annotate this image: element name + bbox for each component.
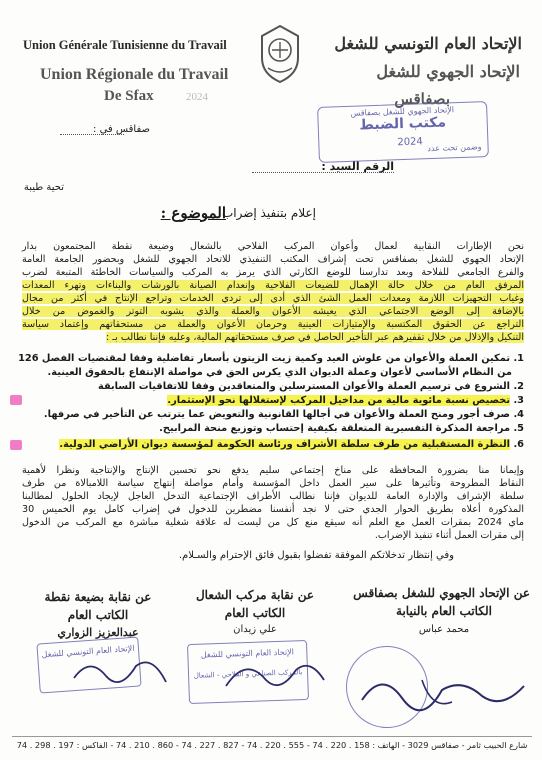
- highlighted-text: التنكيل والإذلال من خلال تقفيرهم عبر التأخير الحاصل في صرف مستحقاتهم المالية، وعليه فإننا نطالب بـ :: [106, 332, 524, 343]
- union-stamp-left: الإتحاد العام التونسي للشغل: [36, 637, 141, 694]
- demand-item-3: 3. تخصيص نسبة مائوية مالية من مداخيل المركب لإستغلالها نحو الإستثمار.: [167, 395, 524, 406]
- pink-marker: [10, 440, 22, 450]
- paragraph1-line: [22, 331, 524, 344]
- closing-line: وفي إنتظار تدخلاتكم الموفقة تفضلوا بقبول فائق الإحترام والسـلام.: [178, 550, 454, 561]
- place-date: صفاقس في :: [93, 124, 150, 135]
- signature-org-right: عن الإتحاد الجهوي للشغل بصفاقس: [353, 586, 530, 600]
- signature-org-left: عن نقابة بضيعة نقطة: [44, 590, 152, 604]
- signature-name-center: علي زيدان: [233, 624, 277, 635]
- pink-marker: [10, 395, 22, 405]
- received-stamp-line2: مكتب الضبط: [359, 114, 447, 134]
- header-fr-line1: Union Générale Tunisienne du Travail: [23, 38, 227, 52]
- signature-name-left: عبدالعزيز الزواري: [57, 626, 139, 639]
- highlighted-text: المرفق العام من خلال حالة الإهمال للضيعات الفلاحية وإنعدام الصيانة بالورشات والبناءات وتهرء المعدات: [22, 280, 524, 291]
- header-ar-line1: الإتحاد العام التونسي للشغل: [334, 34, 522, 53]
- paragraph2-line: المذكورة أعلاه بطريق الحوار الجدي حتى لا نجد أنفسنا مضطرين للدخول في إضراب كامل يوم الخميس 30: [22, 504, 524, 515]
- demand-item-1-cont: من النظام الأساسي لأعوان وعملة الديوان الذي يكرس الحق في مواصلة الإنتفاع بالحقوق العينية.: [47, 367, 512, 378]
- paragraph2-line: وإيمانا منا بضرورة المحافظة على مناخ إجتماعي سليم يدفع نحو تحسين الإنتاج والإنتاجية ونظرا لأهمية: [22, 465, 524, 476]
- signature-role-right: الكاتب العام بالنيابة: [396, 604, 492, 618]
- paragraph2-line: إلى مقرات العمل أثناء تنفيذ الإضراب.: [374, 530, 524, 541]
- header-fr-ghost: 2024: [186, 91, 208, 103]
- received-stamp-line3: 2024: [397, 136, 423, 149]
- paragraph1-line: [22, 318, 524, 331]
- footer-contact: شارع الحبيب ثامر - صفاقس 3029 - الهاتف : 158 . 220 . 74 - 555 . 220 . 74 - 827 . 227 . 74 - 860 . 210 . 74 - الفاكس : 197 . 298 . 74: [16, 740, 528, 750]
- signature-name-right: محمد عباس: [418, 624, 470, 635]
- header-ar-line2: الإتحاد الجهوي للشغل: [376, 62, 520, 81]
- paragraph1-line: [22, 305, 524, 318]
- demand-item-4: 4. صرف أجور ومنح العملة والأعوان في أجالها القانونية والتعويض عما يترتب عن التأخير في صرفها.: [43, 409, 524, 420]
- paragraph1-line: الإتحاد الجهوي للشغل بصفاقس تحت إشراف المكتب التنفيذي للاتحاد الجهوي للشغل وبحضور الجامعة العامة: [22, 254, 524, 265]
- signature-role-center: الكاتب العام: [224, 606, 286, 620]
- footer-rule: [12, 736, 532, 737]
- signature-scribble-center: [220, 650, 330, 700]
- signature-scribble-left: [66, 648, 176, 700]
- union-stamp-center: الإتحاد العام التونسي للشغل بالمركب الصناعي و الفلاحي - الشعال: [187, 640, 309, 704]
- subject-label: الموضوع :: [160, 204, 226, 222]
- signature-org-center: عن نقابة مركب الشعال: [195, 588, 315, 602]
- demand-item-6: 6. النظرة المستقبلية من طرف سلطة الأشراف ورئاسة الحكومة لمؤسسة ديوان الأراضي الدولية.: [59, 439, 524, 450]
- paragraph1-line: نحن الإطارات النقابية لعمال وأعوان المركب الفلاحي بالشعال وضيعة نقطة المجتمعون بدار: [22, 241, 524, 252]
- header-ar-line3: بصفاقس: [394, 90, 450, 108]
- paragraph2-line: سلطة الإشراف والإدارة العامة للديوان فإننا نطالب الأطراف الإجتماعية التدخل العاجل لإيجاد الحلول لمطالبنا: [22, 491, 524, 502]
- header-fr-line3: De Sfax: [104, 88, 154, 104]
- reference-underline: [252, 172, 394, 173]
- signature-role-left: الكاتب العام: [67, 608, 129, 622]
- paragraph2-line: النقاط المطروحة وتأثيرها على سير العمل داخل المؤسسة وأمام مواصلة إنتهاج سياسة اللامبالاة من طرف: [22, 478, 524, 489]
- paragraph1-line: [22, 292, 524, 305]
- received-stamp-line1: الإتحاد الجهوي للشغل بصفاقس: [350, 105, 455, 118]
- highlighted-text: بالإضافة إلى الوضع الاجتماعي الذي يعيشه الأعوان والعملة والذي يشوبه التوتر والغموض من خلال: [22, 306, 524, 317]
- paragraph1-line: والفرع الجامعي للفلاحة وبعد تدارسنا للوضع الكارثي الذي يرمز به المركب والسياسات الخاطئة المتبعة لضرب: [22, 267, 524, 278]
- paragraph1-line: [22, 279, 524, 292]
- subject-text: إعلام بتنفيذ إضراب.: [218, 206, 316, 220]
- highlighted-text: وغياب التجهيزات اللازمة ومعدات العمل الشئ الذي أدى إلى تردي الخدمات وتراجع الإنتاج في أكثر من مجال: [22, 293, 524, 304]
- greeting: تحية طيبة: [23, 182, 64, 193]
- demand-item-5: 5. مراجعة المذكرة التفسيرية المتعلقة بكيفية إحتساب وتوزيع منحة المرابيح.: [159, 423, 524, 434]
- received-stamp: [317, 101, 489, 163]
- demand-item-1: 1. تمكين العملة والأعوان من علوش العيد وكمية زيت الزيتون بأسعار تفاضلية وفقا لمقتضيات الفصل 126: [18, 353, 524, 364]
- place-date-dots: [60, 134, 124, 135]
- received-stamp-line4: وضمن تحت عدد: [427, 142, 482, 154]
- ugtt-logo: [258, 24, 302, 84]
- reference-label: الرقم السيد :: [321, 160, 394, 173]
- paragraph2-line: ماي 2024 بمقرات العمل مع العلم أنه سيقع منع كل من ليست له علاقة شغلية مباشرة مع المركب من الدخول: [22, 517, 524, 528]
- highlighted-text: التراجع عن الحقوق المكتسبة والإمتيازات العينية وحرمان الأعوان والعملة من مستحقاتهم وإعتماد سياسة: [22, 319, 524, 330]
- demand-item-2: 2. الشروع في ترسيم العملة والأعوان المسترسلين والمتعاقدين وفقا للاتفاقيات السابقة: [98, 381, 524, 392]
- signature-scribble-right: [352, 660, 532, 720]
- header-fr-line2: Union Régionale du Travail: [40, 66, 229, 83]
